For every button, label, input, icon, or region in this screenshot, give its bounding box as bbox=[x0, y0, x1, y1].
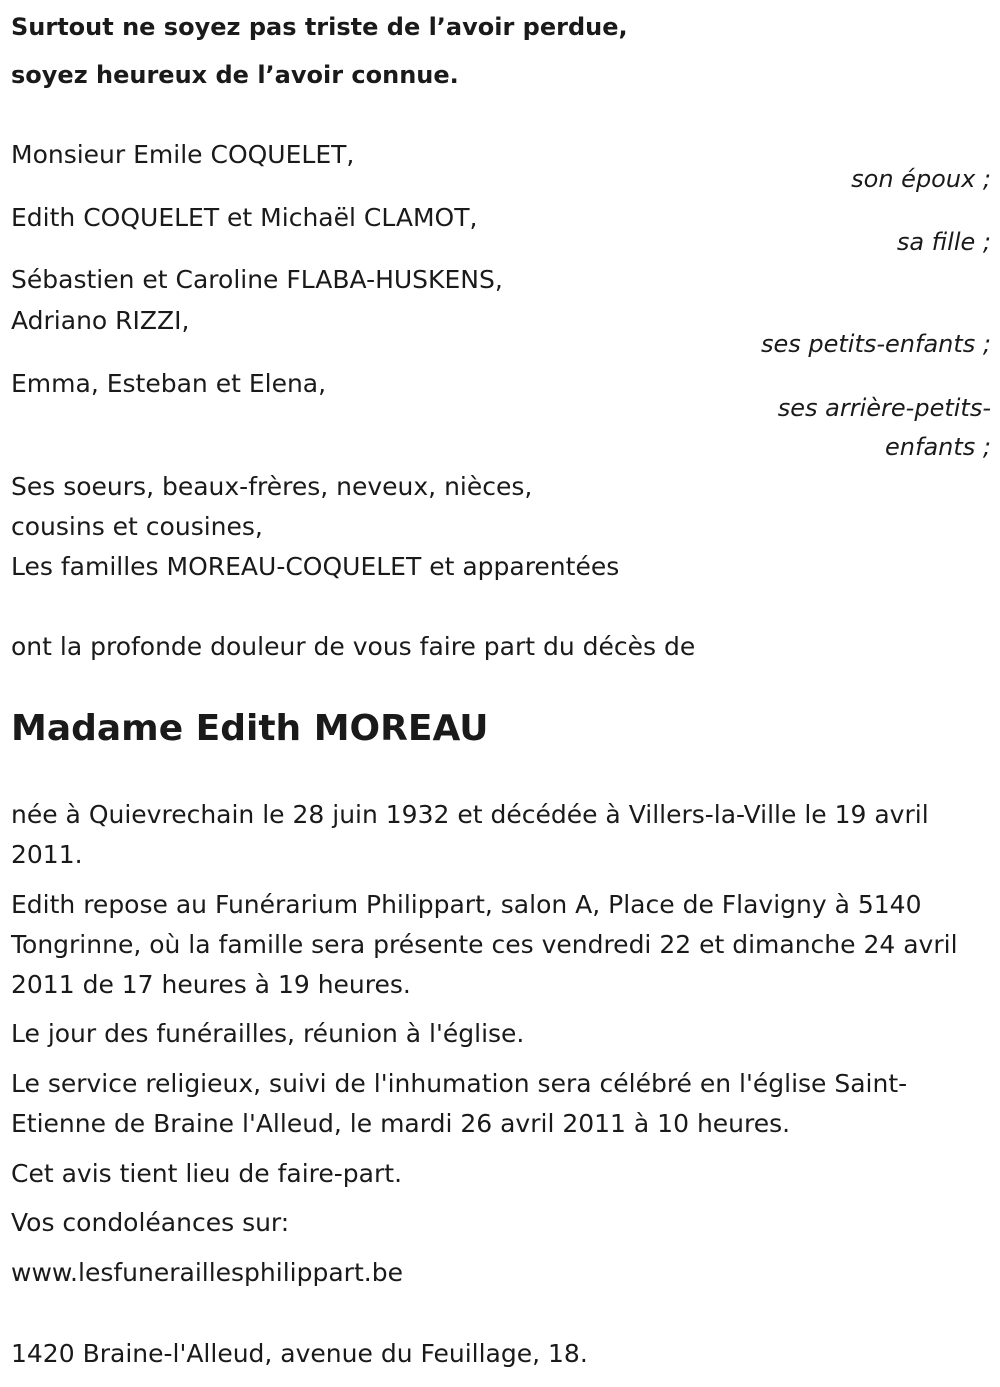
reunion-paragraph: Le jour des funérailles, réunion à l'église. bbox=[11, 1019, 525, 1048]
relatives-line-2: cousins et cousines, bbox=[11, 512, 263, 541]
birth-death-paragraph: née à Quievrechain le 28 juin 1932 et décédée à Villers-la-Ville le 19 avril 2011. bbox=[11, 800, 929, 869]
repose-paragraph: Edith repose au Funérarium Philippart, salon A, Place de Flavigny à 5140 Tongrinne, où la famille sera présente ces vendredi 22 et dimanche 24 avril 2011 de 17 heures à 19 heures. bbox=[11, 890, 958, 999]
service-paragraph: Le service religieux, suivi de l'inhumation sera célébré en l'église Saint-Etienne de Braine l'Alleud, le mardi 26 avril 2011 à 10 heures. bbox=[11, 1069, 908, 1138]
grandchildren-line-1: Sébastien et Caroline FLABA-HUSKENS, bbox=[11, 265, 503, 294]
announcement-text: ont la profonde douleur de vous faire part du décès de bbox=[11, 632, 696, 661]
deceased-name: Madame Edith MOREAU bbox=[11, 708, 489, 749]
condolences-website: www.lesfuneraillesphilippart.be bbox=[11, 1258, 403, 1287]
daughter-role: sa fille ; bbox=[896, 228, 991, 256]
relatives-line-3: Les familles MOREAU-COQUELET et apparentées bbox=[11, 552, 620, 581]
great-grandchildren-role-line-2: enfants ; bbox=[885, 433, 991, 461]
quote-line-1: Surtout ne soyez pas triste de l’avoir perdue, bbox=[11, 13, 628, 41]
quote-line-2: soyez heureux de l’avoir connue. bbox=[11, 61, 459, 89]
spouse-role: son époux ; bbox=[851, 165, 991, 193]
great-grandchildren-role-line-1: ses arrière-petits- bbox=[777, 394, 991, 422]
great-grandchildren-names: Emma, Esteban et Elena, bbox=[11, 369, 327, 398]
condolences-label: Vos condoléances sur: bbox=[11, 1208, 290, 1237]
relatives-line-1: Ses soeurs, beaux-frères, neveux, nièces, bbox=[11, 472, 533, 501]
notice-paragraph: Cet avis tient lieu de faire-part. bbox=[11, 1159, 403, 1188]
spouse-name: Monsieur Emile COQUELET, bbox=[11, 140, 355, 169]
address-line: 1420 Braine-l'Alleud, avenue du Feuillage, 18. bbox=[11, 1339, 588, 1368]
grandchildren-role: ses petits-enfants ; bbox=[760, 330, 991, 358]
daughter-name: Edith COQUELET et Michaël CLAMOT, bbox=[11, 203, 478, 232]
grandchildren-line-2: Adriano RIZZI, bbox=[11, 306, 190, 335]
